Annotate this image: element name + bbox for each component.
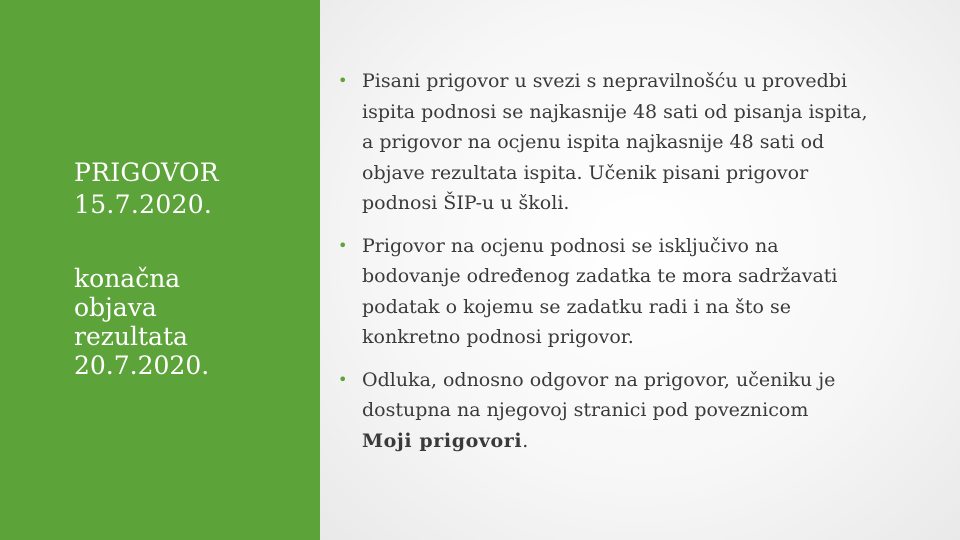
slide-subtitle [74,264,209,380]
title-date: 15.7.2020. [74,190,213,219]
subtitle-date: 20.7.2020. [74,351,210,380]
bullet-line: Prigovor na ocjenu podnosi se isključivo na [362,234,779,257]
subtitle-line: rezultata [74,322,188,351]
subtitle-line: objava [74,293,157,322]
content-panel [320,0,960,540]
bullet-item [336,231,936,353]
slide-title [74,157,219,221]
bullet-text [362,66,936,219]
bullet-line: podatak o kojemu se zadatku radi i na što se [362,295,792,318]
bullet-line: bodovanje određenog zadatka te mora sadržavati [362,265,838,287]
bullet-dot-icon: • [338,235,348,255]
bullet-text [362,365,936,457]
trailing-period: . [522,429,529,452]
bullet-dot-icon: • [338,71,348,90]
bullet-line: objave rezultata ispita. Učenik pisani prigovor [362,161,809,184]
subtitle-line: konačna [74,264,181,293]
bullet-line: Odluka, odnosno odgovor na prigovor, učeniku je [362,368,836,391]
bullet-text [362,231,936,353]
bullet-line: Pisani prigovor u svezi s nepravilnošću u provedbi [362,70,848,92]
bullet-dot-icon: • [338,369,348,389]
bullet-line: ispita podnosi se najkasnije 48 sati od pisanja ispita, [362,100,868,123]
bullet-item [336,365,936,457]
bullet-item [336,66,936,219]
link-name-emphasis: Moji prigovori [362,429,523,452]
bullet-list [336,66,936,468]
bullet-line-emphasis [362,426,936,457]
left-accent-panel [0,0,320,540]
bullet-line: konkretno podnosi prigovor. [362,326,634,348]
bullet-line: podnosi ŠIP-u u školi. [362,192,570,214]
title-line: PRIGOVOR [74,158,219,187]
bullet-line: dostupna na njegovoj stranici pod poveznicom [362,399,809,421]
bullet-line: a prigovor na ocjenu ispita najkasnije 48 sati od [362,131,825,153]
